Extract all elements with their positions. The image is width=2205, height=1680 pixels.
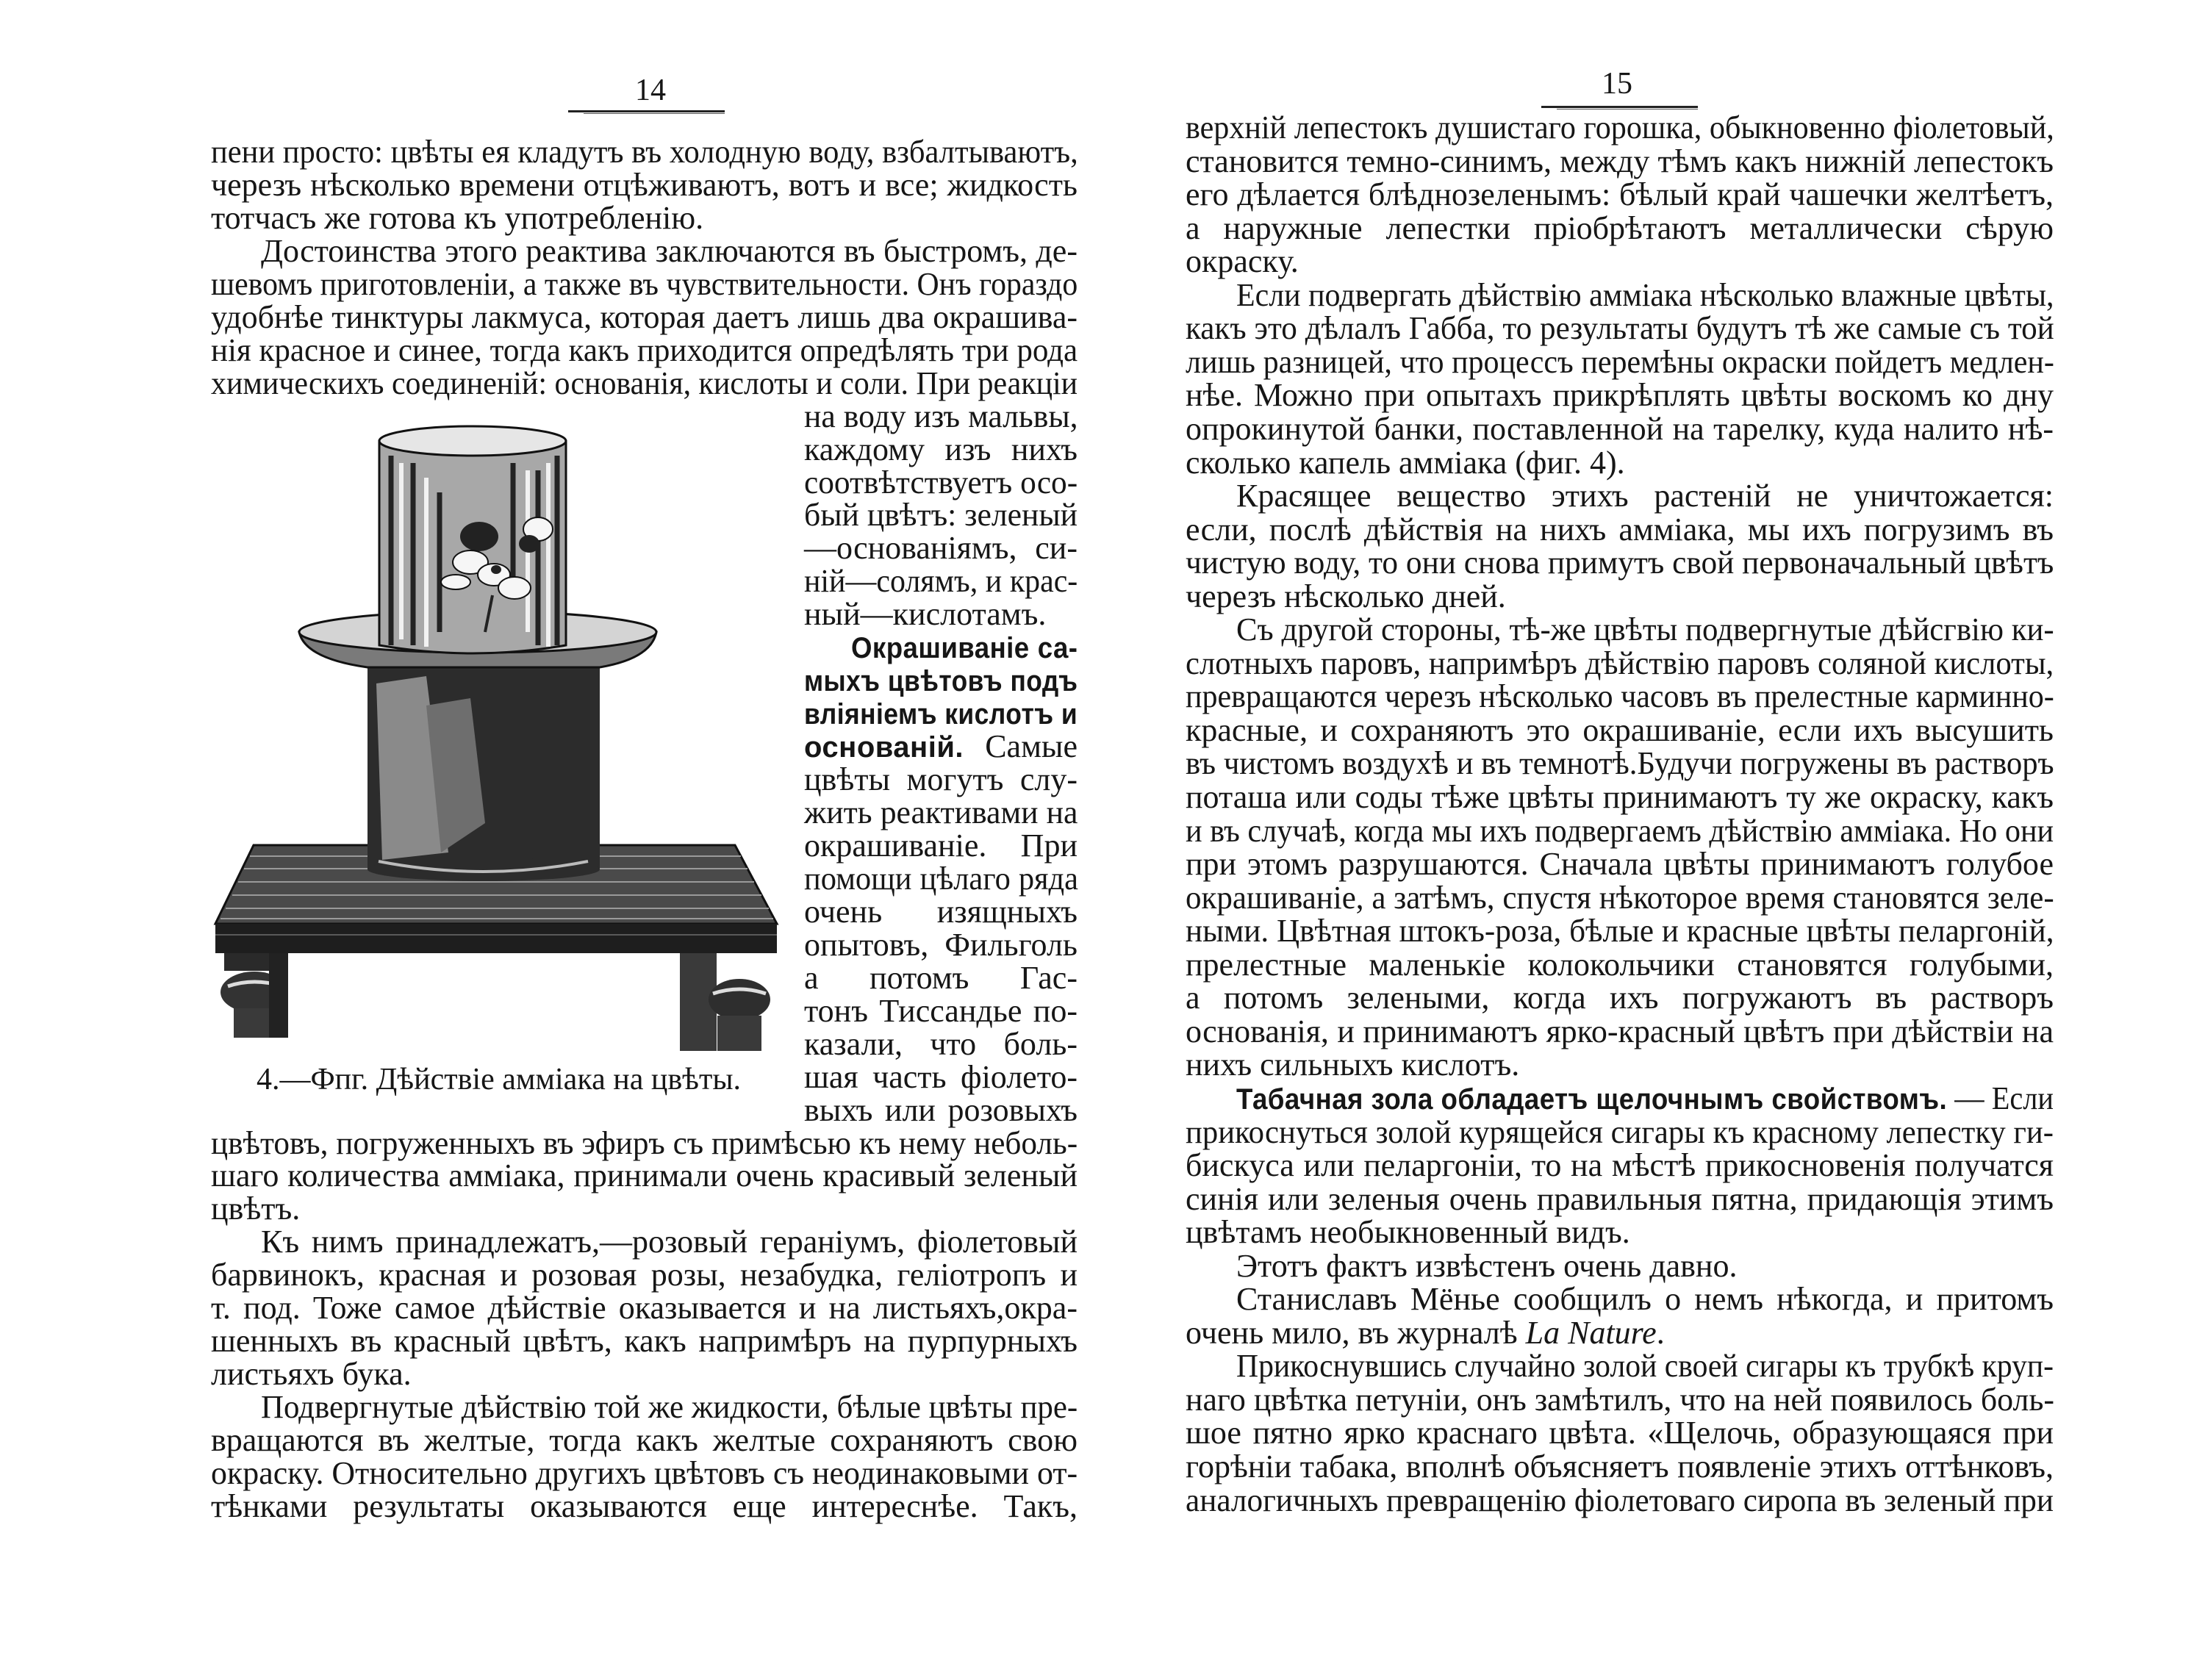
text-run: соотвѣтствуетъ осо- (804, 464, 1078, 500)
text-run: шевомъ приготовленіи, а также въ чувствительности. Онъ гораздо (211, 266, 1078, 302)
text-line (1186, 346, 2054, 378)
text-run: и въ случаѣ, когда мы ихъ подвергаемъ дѣйствію амміака. Но они (1186, 813, 2054, 849)
text-run: Этотъ фактъ извѣстенъ очень давно. (1236, 1248, 1738, 1284)
text-run: цвѣтамъ необыкновенный видъ. (1186, 1214, 1630, 1250)
text-run: очень мило, въ журналѣ (1186, 1315, 1526, 1351)
text-run: тотчасъ же готова къ употребленію. (211, 200, 704, 236)
bold-run: Окрашиваніе са- (851, 632, 1078, 664)
text-line (1186, 511, 2054, 548)
text-line (1236, 611, 2054, 647)
text-run: если, послѣ дѣйствія на нихъ амміака, мы ихъ погрузимъ въ (1186, 511, 2054, 548)
text-run: ными. Цвѣтная штокъ-роза, бѣлые и красные цвѣты пеларгоній, (1186, 913, 2054, 949)
text-run: а потомъ Гас- (804, 960, 1078, 996)
text-run: при этомъ разрушаются. Сначала цвѣты принимаютъ голубое (1186, 846, 2054, 882)
text-line (1186, 1149, 2054, 1182)
text-line (1186, 982, 2054, 1014)
text-run: бискуса или пеларгоніи, то на мѣстѣ прикосновенія получатся (1186, 1147, 2054, 1183)
text-line (1186, 882, 2054, 914)
text-line (1186, 714, 2054, 747)
text-run: шая часть фіолето- (804, 1059, 1078, 1095)
text-line (1186, 112, 2054, 144)
text-run: цвѣты могутъ слу- (804, 761, 1078, 797)
text-run: красные, и сохраняютъ это окрашиваніе, если ихъ высушить (1186, 712, 2054, 748)
text-line (1186, 1384, 2054, 1416)
text-run: его дѣлается блѣднозеленымъ: бѣлый край чашечки желтѣетъ, (1186, 176, 2054, 212)
text-run: цвѣтовъ, погруженныхъ въ эфиръ съ примѣсью къ нему неболь- (211, 1125, 1078, 1161)
text-run: а наружные лепестки пріобрѣтаютъ металлически сѣрую (1186, 210, 2054, 246)
text-line (1186, 379, 2054, 412)
bold-run: мыхъ цвѣтовъ подъ (804, 665, 1078, 697)
text-run: листьяхъ бука. (211, 1356, 412, 1392)
text-line (1236, 1080, 2054, 1116)
text-run: тонъ Тиссандье по- (804, 993, 1078, 1029)
text-run: Съ другой стороны, тѣ-же цвѣты подвергнутые дѣйсгвію ки- (1236, 611, 2054, 647)
text-run: — Если (1947, 1080, 2054, 1116)
text-line (1186, 1183, 2054, 1216)
text-run: основанія, и принимаютъ ярко-красный цвѣтъ при дѣйствіи на (1186, 1013, 2054, 1049)
text-line (1186, 647, 2054, 680)
text-run: окрашиваніе. При (804, 828, 1078, 864)
text-run: пени просто: цвѣты ея кладутъ въ холодную воду, взбалтываютъ, (211, 134, 1078, 170)
text-line (1186, 547, 2054, 579)
text-line (1186, 578, 2054, 614)
text-run: черезъ нѣсколько времени отцѣживаютъ, вотъ и все; жидкость (211, 167, 1078, 203)
text-run: тѣнками результаты оказываются еще интереснѣе. Такъ, (211, 1488, 1078, 1524)
text-run: помощи цѣлаго ряда (804, 861, 1078, 897)
text-run: слотныхъ паровъ, напримѣръ дѣйствію паровъ соляной кислоты, (1186, 645, 2054, 681)
text-run: т. под. Тоже самое дѣйствіе оказывается и на листьяхъ,окра- (211, 1290, 1078, 1326)
text-line (1186, 312, 2054, 345)
text-line (1236, 480, 2054, 512)
page-number: 14 (635, 73, 666, 107)
text-run: синія или зеленыя очень правильныя пятна, придающія этимъ (1186, 1181, 2054, 1217)
text-line (1186, 747, 2054, 780)
text-run: шенныхъ въ красный цвѣтъ, какъ напримѣръ на пурпурныхъ (211, 1323, 1078, 1359)
text-line (1236, 1350, 2054, 1382)
text-line (1186, 413, 2054, 445)
text-line (1186, 915, 2054, 947)
bold-run: вліяніемъ кислотъ и (804, 698, 1078, 730)
text-run: очень изящныхъ (804, 894, 1078, 930)
text-run: шое пятно ярко краснаго цвѣта. «Щелочь, образующаяся при (1186, 1415, 2054, 1451)
text-run: выхъ или розовыхъ (804, 1092, 1078, 1128)
text-run: а потомъ зелеными, когда ихъ погружаютъ въ растворъ (1186, 980, 2054, 1016)
text-run: чистую воду, то они снова примутъ свой первоначальный цвѣтъ (1186, 545, 2054, 581)
text-line (1186, 1482, 2054, 1518)
text-line (1186, 176, 2054, 212)
text-run: цвѣтъ. (211, 1191, 301, 1227)
text-line (1186, 245, 2054, 278)
text-run: верхній лепестокъ душистаго горошка, обыкновенно фіолетовый, (1186, 110, 2054, 146)
text-run: —основаніямъ, си- (804, 530, 1078, 566)
text-line (1186, 678, 2054, 714)
text-line (1236, 1250, 2054, 1282)
text-run: казали, что боль- (804, 1026, 1078, 1062)
text-run: ный—кислотамъ. (804, 596, 1047, 632)
text-line (1186, 1049, 2054, 1081)
bold-run: Табачная зола обладаетъ щелочнымъ свойствомъ. (1236, 1083, 1948, 1116)
text-run: нихъ сильныхъ кислотъ. (1186, 1047, 1520, 1083)
text-line (1186, 815, 2054, 847)
page-number: 15 (1602, 67, 1632, 101)
text-run: Самые (964, 728, 1078, 764)
figure-caption: 4.—Фпг. Дѣйствіе амміака на цвѣты. (257, 1063, 742, 1096)
text-line (1186, 447, 2054, 479)
text-run: на воду изъ мальвы, (804, 398, 1078, 434)
text-run: лишь разницей, что процессъ перемѣны окраски пойдетъ медлен- (1186, 344, 2054, 380)
text-line (1186, 1417, 2054, 1449)
text-run: жить реактивами на (804, 794, 1078, 830)
text-run: какъ это дѣлалъ Габба, то результаты будутъ тѣ же самые съ той (1186, 310, 2054, 346)
text-line (1186, 848, 2054, 880)
text-run: Красящее вещество этихъ растеній не уничтожается: (1236, 478, 2054, 514)
text-run: нія красное и синее, тогда какъ приходится опредѣлять три рода (211, 332, 1078, 368)
text-run: горѣніи табака, вполнѣ объясняетъ появленіе этихъ оттѣнковъ, (1186, 1449, 2054, 1485)
text-run: опрокинутой банки, поставленной на тарелку, куда налито нѣ- (1186, 411, 2054, 447)
text-line (1186, 781, 2054, 814)
text-line (1186, 1317, 2054, 1349)
text-run: черезъ нѣсколько дней. (1186, 578, 1506, 614)
text-run: Станиславъ Мёнье сообщилъ о немъ нѣкогда, и притомъ (1236, 1281, 2054, 1317)
text-run: ній—солямъ, и крас- (804, 563, 1078, 599)
text-run: опытовъ, Фильголь (804, 927, 1078, 963)
text-run: окраску. Относительно другихъ цвѣтовъ съ неодинаковыми от- (211, 1455, 1078, 1491)
text-run: удобнѣе тинктуры лакмуса, которая даетъ лишь два окрашива- (211, 299, 1078, 335)
text-run: нѣе. Можно при опытахъ прикрѣплять цвѣты воскомъ ко дну (1186, 377, 2054, 413)
text-run: сколько капель амміака (фиг. 4). (1186, 445, 1625, 481)
text-run: Прикоснувшись случайно золой своей сигары къ трубкѣ круп- (1236, 1348, 2054, 1384)
text-run: становится темно-синимъ, между тѣмъ какъ нижній лепестокъ (1186, 143, 2054, 179)
text-run: прелестные маленькіе колокольчики становятся голубыми, (1186, 947, 2054, 983)
text-line (1186, 212, 2054, 245)
text-line (1186, 949, 2054, 981)
text-run: прикоснуться золой курящейся сигары къ красному лепестку ги- (1186, 1114, 2054, 1150)
text-run: бый цвѣтъ: зеленый (804, 497, 1078, 533)
text-line (1236, 1283, 2054, 1315)
text-run: въ чистомъ воздухѣ и въ темнотѣ.Будучи погружены въ растворъ (1186, 745, 2054, 781)
bold-run: основаній. (804, 731, 964, 764)
text-run: наго цвѣтка петуніи, онъ замѣтилъ, что на ней появилось боль- (1186, 1382, 2054, 1418)
text-run: Достоинства этого реактива заключаются въ быстромъ, де- (261, 233, 1078, 269)
text-run: окрашиваніе, а затѣмъ, спустя нѣкоторое время становятся зеле- (1186, 880, 2054, 916)
text-line (1236, 279, 2054, 312)
italic-run: La Nature (1525, 1315, 1657, 1351)
text-line (1186, 1451, 2054, 1483)
page-number-rule (1541, 106, 1698, 108)
text-run: шаго количества амміака, принимали очень красивый зеленый (211, 1157, 1078, 1193)
text-run: окраску. (1186, 243, 1299, 279)
text-run: поташа или соды тѣже цвѣты принимаютъ ту же окраску, какъ (1186, 779, 2054, 815)
text-run: Подвергнутые дѣйствію той же жидкости, бѣлые цвѣты пре- (261, 1389, 1078, 1425)
text-run: Если подвергать дѣйствію амміака нѣсколько влажные цвѣты, (1236, 277, 2054, 313)
text-run: вращаются въ желтые, тогда какъ желтые сохраняютъ свою (211, 1422, 1078, 1458)
text-run: Къ нимъ принадлежатъ,—розовый гераніумъ, фіолетовый (261, 1224, 1078, 1260)
text-run: каждому изъ нихъ (804, 431, 1078, 467)
text-line (1186, 143, 2054, 179)
text-run: барвинокъ, красная и розовая розы, незабудка, геліотропъ и (211, 1257, 1078, 1293)
text-run: химическихъ соединеній: основанія, кислоты и соли. При реакціи (211, 365, 1078, 401)
text-line (1186, 1216, 2054, 1249)
text-run: превращаются черезъ нѣсколько часовъ въ прелестные карминно- (1186, 678, 2054, 714)
text-run: . (1656, 1315, 1665, 1351)
text-run: аналогичныхъ превращенію фіолетоваго сиропа въ зеленый при (1186, 1482, 2054, 1518)
text-line (1186, 1116, 2054, 1149)
text-line (1186, 1013, 2054, 1049)
